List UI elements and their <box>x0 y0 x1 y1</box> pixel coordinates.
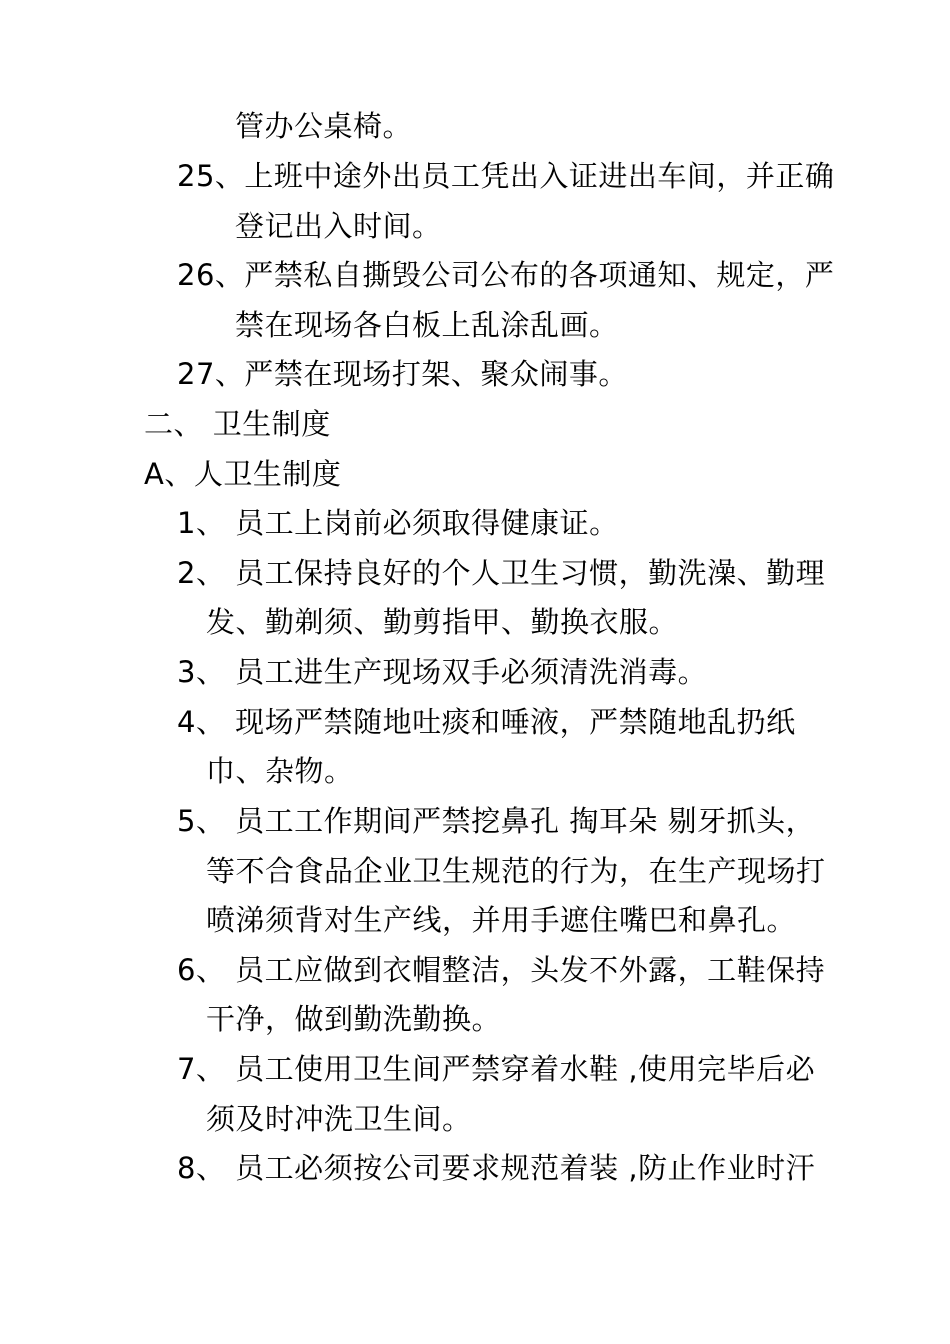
text-line: 3、 员工进生产现场双手必须清洗消毒。 <box>177 655 708 689</box>
text-line: 喷涕须背对生产线，并用手遮住嘴巴和鼻孔。 <box>206 903 797 937</box>
text-line: 等不合食品企业卫生规范的行为，在生产现场打 <box>206 854 826 888</box>
text-line: 巾、杂物。 <box>206 754 354 788</box>
section-heading: 二、 卫生制度 <box>144 407 331 441</box>
text-line: 6、 员工应做到衣帽整洁，头发不外露，工鞋保持 <box>177 953 826 987</box>
text-line: 26、严禁私自撕毁公司公布的各项通知、规定，严 <box>177 258 835 292</box>
text-line: 须及时冲洗卫生间。 <box>206 1102 472 1136</box>
text-line: 禁在现场各白板上乱涂乱画。 <box>235 308 619 342</box>
subsection-heading: A、人卫生制度 <box>144 457 342 491</box>
text-line: 27、严禁在现场打架、聚众闹事。 <box>177 357 628 391</box>
text-line: 4、 现场严禁随地吐痰和唾液，严禁随地乱扔纸 <box>177 705 796 739</box>
text-line: 干净，做到勤洗勤换。 <box>206 1002 502 1036</box>
text-line: 发、勤剃须、勤剪指甲、勤换衣服。 <box>206 605 679 639</box>
text-line: 7、 员工使用卫生间严禁穿着水鞋 ,使用完毕后必 <box>177 1052 816 1086</box>
text-line: 1、 员工上岗前必须取得健康证。 <box>177 506 619 540</box>
text-line: 8、 员工必须按公司要求规范着装 ,防止作业时汗 <box>177 1151 816 1185</box>
text-line: 5、 员工工作期间严禁挖鼻孔 掏耳朵 剔牙抓头， <box>177 804 816 838</box>
text-line: 管办公桌椅。 <box>235 109 413 143</box>
text-line: 2、 员工保持良好的个人卫生习惯，勤洗澡、勤理 <box>177 556 826 590</box>
text-line: 登记出入时间。 <box>235 209 442 243</box>
text-line: 25、上班中途外出员工凭出入证进出车间，并正确 <box>177 159 835 193</box>
